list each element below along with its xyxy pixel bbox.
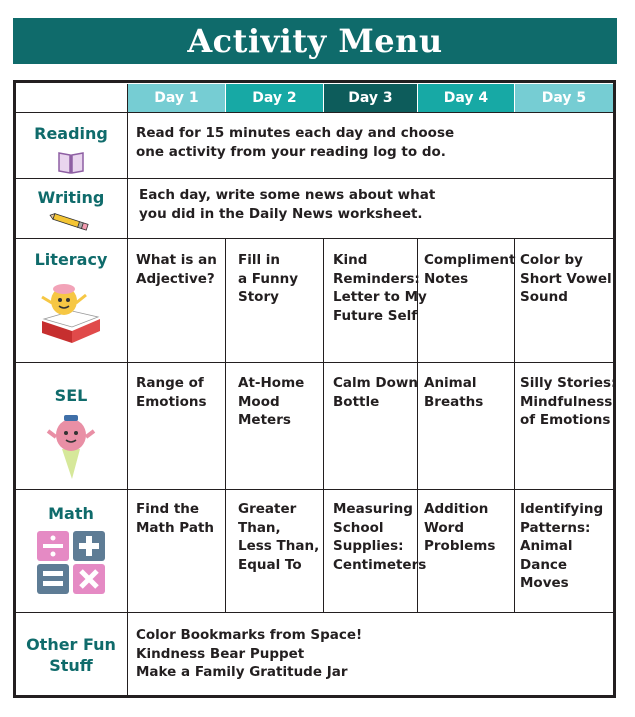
- subject-label: Writing: [37, 188, 105, 207]
- sel-day2: At-Home Mood Meters: [238, 375, 305, 428]
- title-banner: [13, 18, 617, 64]
- row-divider: [16, 362, 613, 363]
- literacy-day1: What is an Adjective?: [136, 252, 217, 287]
- subject-math: [16, 504, 126, 595]
- day-header-4: Day 4: [418, 84, 514, 112]
- writing-text-line: you did in the Daily News worksheet.: [139, 205, 423, 222]
- day-header-2: Day 2: [226, 84, 323, 112]
- page-title: Activity Menu: [187, 22, 443, 60]
- column-divider: [225, 238, 226, 612]
- literacy-day2: Fill in a Funny Story: [238, 252, 298, 305]
- column-divider: [323, 238, 324, 612]
- row-divider: [16, 178, 613, 179]
- open-book-icon: [56, 149, 86, 175]
- math-operators-icon: [35, 529, 107, 595]
- writing-description: [139, 186, 435, 223]
- list-item: Kindness Bear Puppet: [136, 645, 305, 662]
- reading-description: [136, 124, 454, 161]
- subject-literacy: [16, 250, 126, 347]
- row-divider: [16, 238, 613, 239]
- column-divider: [514, 238, 515, 612]
- sel-day5: Silly Stories: Mindfulness of Emotions: [520, 375, 617, 428]
- row-divider: [16, 112, 613, 113]
- literacy-day3: Kind Reminders: Letter to My Future Self: [333, 252, 427, 324]
- subject-label: Literacy: [34, 250, 108, 269]
- math-day5: Identifying Patterns: Animal Dance Moves: [520, 501, 604, 591]
- column-divider: [127, 84, 128, 695]
- subject-writing: [16, 188, 126, 231]
- book-character-icon: [36, 275, 106, 347]
- subject-label: Other Fun: [26, 635, 116, 654]
- other-fun-stuff-list: [136, 626, 362, 682]
- row-divider: [16, 612, 613, 613]
- list-item: Color Bookmarks from Space!: [136, 627, 363, 643]
- subject-label: SEL: [54, 386, 88, 405]
- reading-text-line: one activity from your reading log to do.: [136, 143, 446, 160]
- sel-day1: Range of Emotions: [136, 375, 207, 410]
- subject-sel: [16, 386, 126, 481]
- smiling-character-icon: [44, 411, 98, 481]
- subject-reading: [16, 124, 126, 175]
- subject-label: Stuff: [49, 656, 93, 675]
- pencil-icon: [49, 213, 93, 231]
- reading-text-line: Read for 15 minutes each day and choose: [136, 125, 455, 141]
- subject-label: Math: [48, 504, 94, 523]
- subject-other-fun-stuff: [16, 634, 126, 676]
- row-divider: [16, 489, 613, 490]
- math-day4: Addition Word Problems: [424, 501, 496, 554]
- subject-label: Reading: [34, 124, 108, 143]
- literacy-day4: Compliment Notes: [424, 252, 516, 287]
- literacy-day5: Color by Short Vowel Sound: [520, 252, 612, 305]
- list-item: Make a Family Gratitude Jar: [136, 664, 348, 680]
- day-header-1: Day 1: [128, 84, 225, 112]
- math-day3: Measuring School Supplies: Centimeters: [333, 501, 427, 573]
- day-header-5: Day 5: [515, 84, 613, 112]
- math-day2: Greater Than, Less Than, Equal To: [238, 501, 320, 573]
- writing-text-line: Each day, write some news about what: [139, 187, 436, 203]
- day-header-3: Day 3: [324, 84, 417, 112]
- sel-day4: Animal Breaths: [424, 375, 484, 410]
- sel-day3: Calm Down Bottle: [333, 375, 418, 410]
- math-day1: Find the Math Path: [136, 501, 215, 536]
